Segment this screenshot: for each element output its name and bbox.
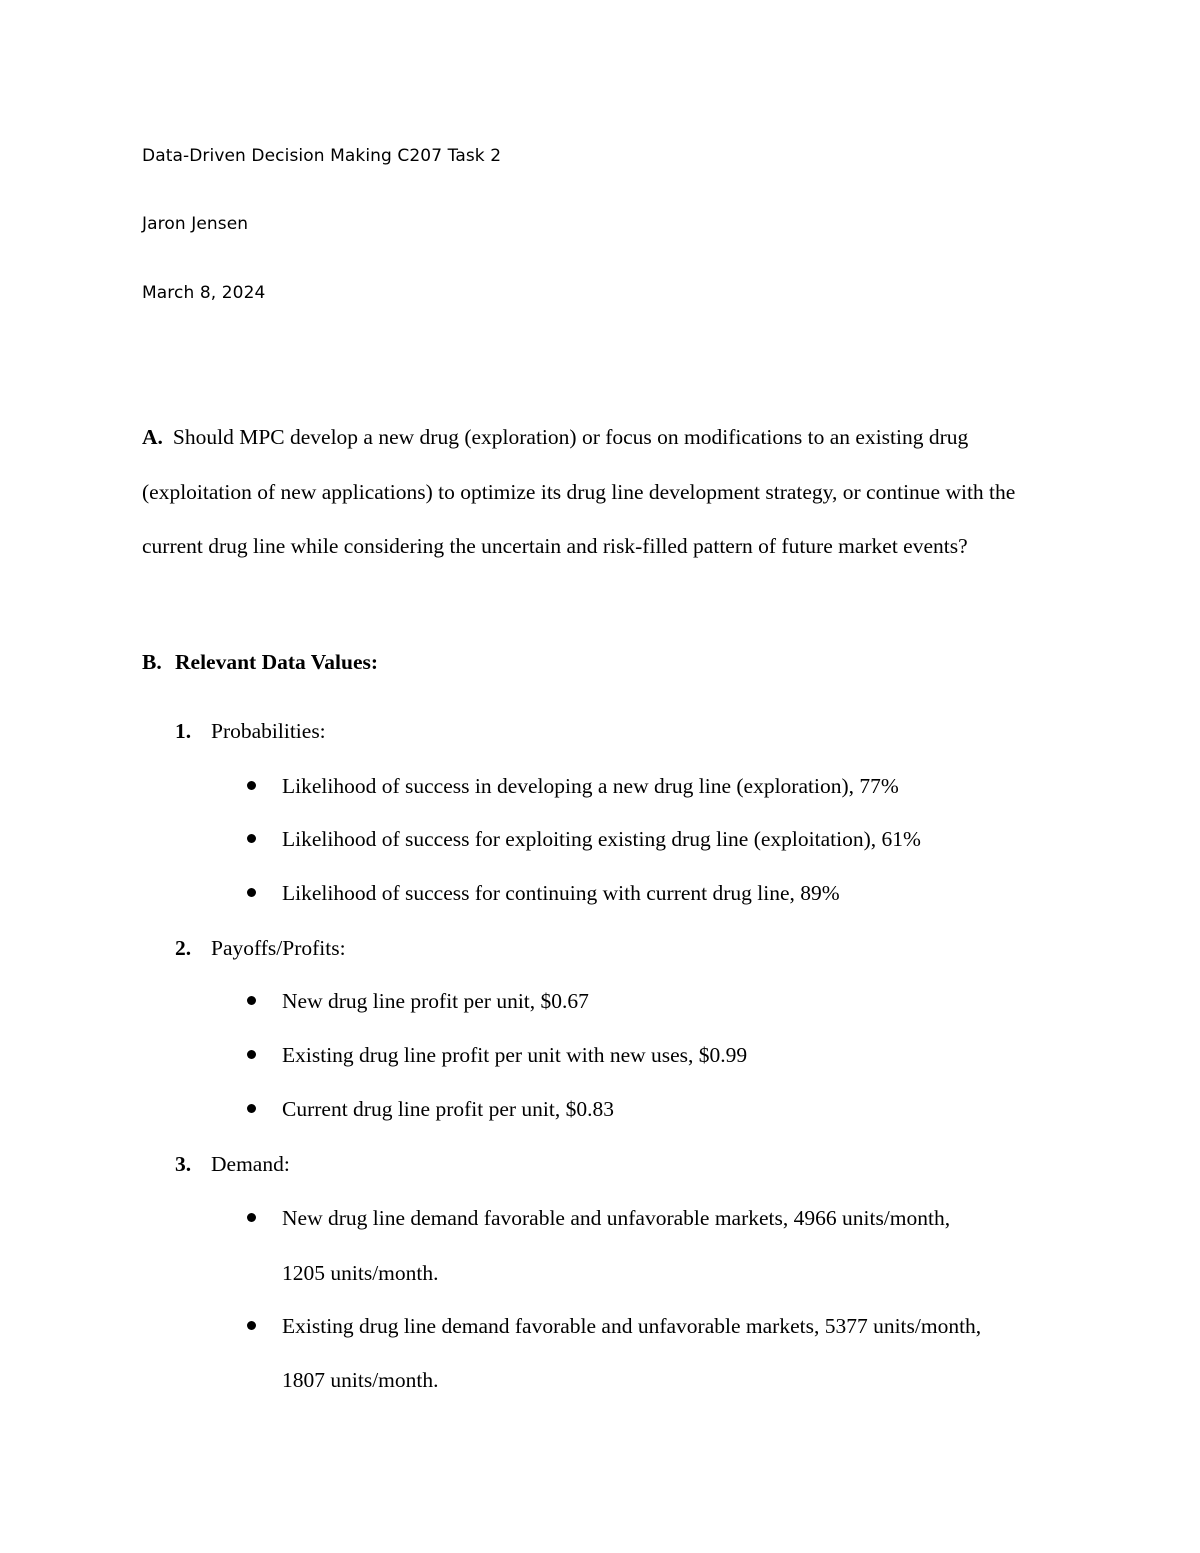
list-item-payoffs bbox=[175, 933, 346, 963]
bullet-text: Existing drug line profit per unit with new uses, $0.99 bbox=[282, 1043, 748, 1067]
list-item-probabilities bbox=[175, 716, 326, 746]
section-b-label: B. bbox=[142, 650, 162, 674]
bullet-item bbox=[247, 1040, 747, 1070]
list-number: 3. bbox=[175, 1152, 192, 1176]
bullet-item bbox=[247, 1094, 614, 1124]
bullet-text: Likelihood of success in developing a new drug line (exploration), 77% bbox=[282, 774, 899, 798]
bullet-item bbox=[247, 986, 589, 1016]
section-a-text: Should MPC develop a new drug (exploration) or focus on modifications to an existing drug (exploitation of new applications) to optimize its drug line development strategy, or continue with the current drug line while considering the uncertain and risk-filled pattern of future market events? bbox=[142, 425, 1016, 558]
bullet-icon bbox=[247, 1104, 256, 1113]
bullet-icon bbox=[247, 888, 256, 897]
bullet-item bbox=[247, 878, 840, 908]
list-label: Payoffs/Profits: bbox=[211, 936, 346, 960]
bullet-text: New drug line demand favorable and unfavorable markets, 4966 units/month, bbox=[282, 1206, 951, 1230]
bullet-item bbox=[247, 771, 899, 801]
bullet-icon bbox=[247, 1213, 256, 1222]
bullet-continuation: 1807 units/month. bbox=[282, 1368, 439, 1392]
list-number: 2. bbox=[175, 936, 192, 960]
list-item-demand bbox=[175, 1149, 290, 1179]
bullet-icon bbox=[247, 1050, 256, 1059]
list-label: Demand: bbox=[211, 1152, 290, 1176]
bullet-text: New drug line profit per unit, $0.67 bbox=[282, 989, 589, 1013]
section-b-heading bbox=[142, 647, 378, 677]
section-a-question bbox=[142, 410, 1072, 574]
bullet-icon bbox=[247, 1321, 256, 1330]
document-date: March 8, 2024 bbox=[142, 283, 266, 303]
bullet-continuation: 1205 units/month. bbox=[282, 1261, 439, 1285]
bullet-text: Existing drug line demand favorable and unfavorable markets, 5377 units/month, bbox=[282, 1314, 982, 1338]
section-b-title: Relevant Data Values: bbox=[175, 650, 379, 674]
section-a-label: A. bbox=[142, 425, 163, 449]
list-label: Probabilities: bbox=[211, 719, 326, 743]
bullet-icon bbox=[247, 781, 256, 790]
author-name: Jaron Jensen bbox=[142, 214, 249, 234]
document-title: Data-Driven Decision Making C207 Task 2 bbox=[142, 146, 502, 166]
bullet-text: Current drug line profit per unit, $0.83 bbox=[282, 1097, 614, 1121]
list-number: 1. bbox=[175, 719, 192, 743]
bullet-icon bbox=[247, 834, 256, 843]
bullet-text: Likelihood of success for exploiting existing drug line (exploitation), 61% bbox=[282, 827, 921, 851]
bullet-item bbox=[247, 1203, 950, 1233]
bullet-item bbox=[247, 1311, 981, 1341]
bullet-item bbox=[247, 824, 921, 854]
bullet-text: Likelihood of success for continuing with current drug line, 89% bbox=[282, 881, 840, 905]
bullet-icon bbox=[247, 996, 256, 1005]
